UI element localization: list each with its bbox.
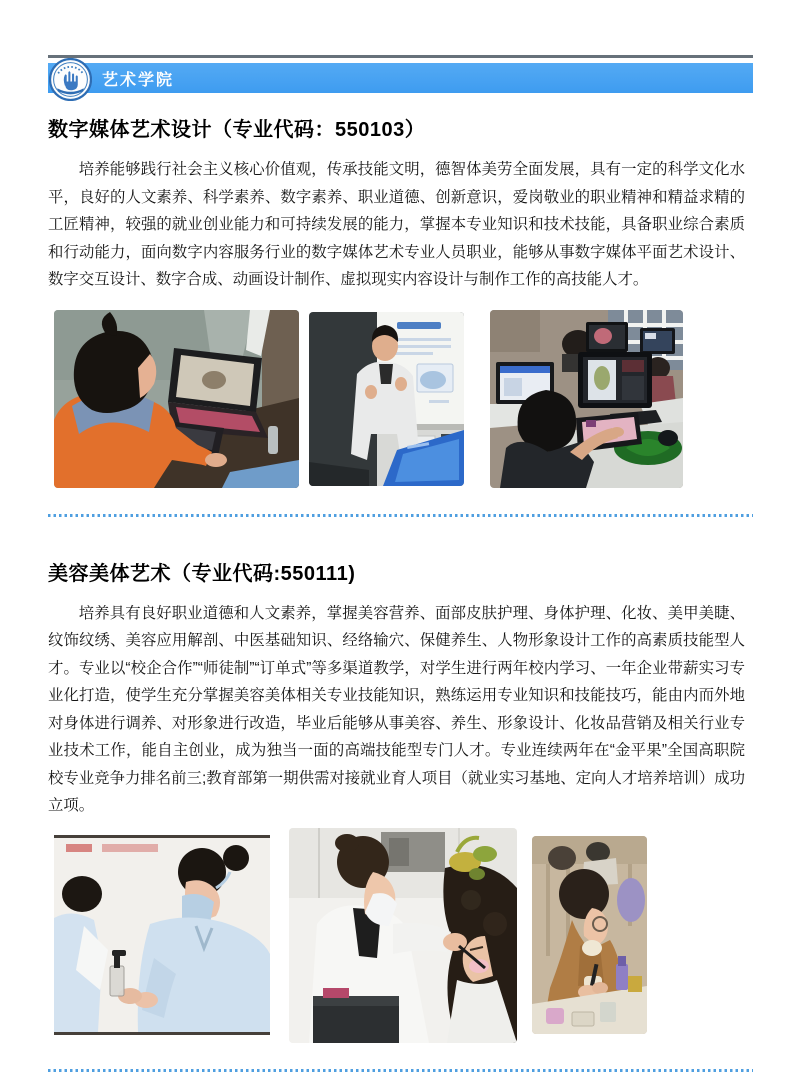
top-rule <box>48 55 753 58</box>
department-title: 艺术学院 <box>102 71 175 89</box>
section-divider <box>48 514 753 517</box>
college-emblem-icon <box>49 58 92 101</box>
photo-hand-care-training <box>54 835 270 1035</box>
photo-computer-lab <box>490 310 683 488</box>
photo-row-beauty <box>54 828 800 1043</box>
photo-nail-art-training <box>532 836 647 1034</box>
department-header-bar <box>48 63 753 93</box>
section-digital-media-art <box>48 117 753 294</box>
photo-makeup-training <box>289 828 517 1043</box>
program-description-digital-media: 培养能够践行社会主义核心价值观，传承技能文明，德智体美劳全面发展，具有一定的科学文化水平，良好的人文素养、科学素养、数字素养、职业道德、创新意识，爱岗敬业的职业精神和精益求精的工匠精神，较强的就业创业能力和可持续发展的能力，掌握本专业知识和技术技能，具备职业综合素质和行动能力，面向数字内容服务行业的数字媒体艺术专业人员职业，能够从事数字媒体平面艺术设计、数字交互设计、数字合成、动画设计制作、虚拟现实内容设计与制作工作的高技能人才。 <box>48 161 745 288</box>
program-heading-beauty: 美容美体艺术（专业代码:550111) <box>48 562 356 585</box>
bottom-divider <box>48 1069 753 1072</box>
photo-teacher-lecture <box>309 312 464 486</box>
section-beauty-art <box>48 561 753 820</box>
program-heading-digital-media: 数字媒体艺术设计（专业代码：550103） <box>48 119 426 141</box>
program-description-beauty: 培养具有良好职业道德和人文素养，掌握美容营养、面部皮肤护理、身体护理、化妆、美甲美睫、纹饰纹绣、美容应用解剖、中医基础知识、经络输穴、保健养生、人物形象设计工作的高素质技能型人才。专业以“校企合作”“师徒制”“订单式”等多渠道教学，对学生进行两年校内学习、一年企业带薪实习专业化打造，使学生充分掌握美容美体相关专业技能知识，熟练运用专业知识和技能技巧，能由内而外地对身体进行调养、对形象进行改造，毕业后能够从事美容、养生、形象设计、化妆品营销及相关行业专业技术工作，能自主创业，成为独当一面的高端技能型专门人才。专业连续两年在“金平果”全国高职院校专业竞争力排名前三;教育部第一期供需对接就业育人项目（就业实习基地、定向人才培养培训）成功立项。 <box>48 604 745 814</box>
photo-row-digital-media <box>54 310 800 488</box>
photo-student-laptop-drawing <box>54 310 299 488</box>
